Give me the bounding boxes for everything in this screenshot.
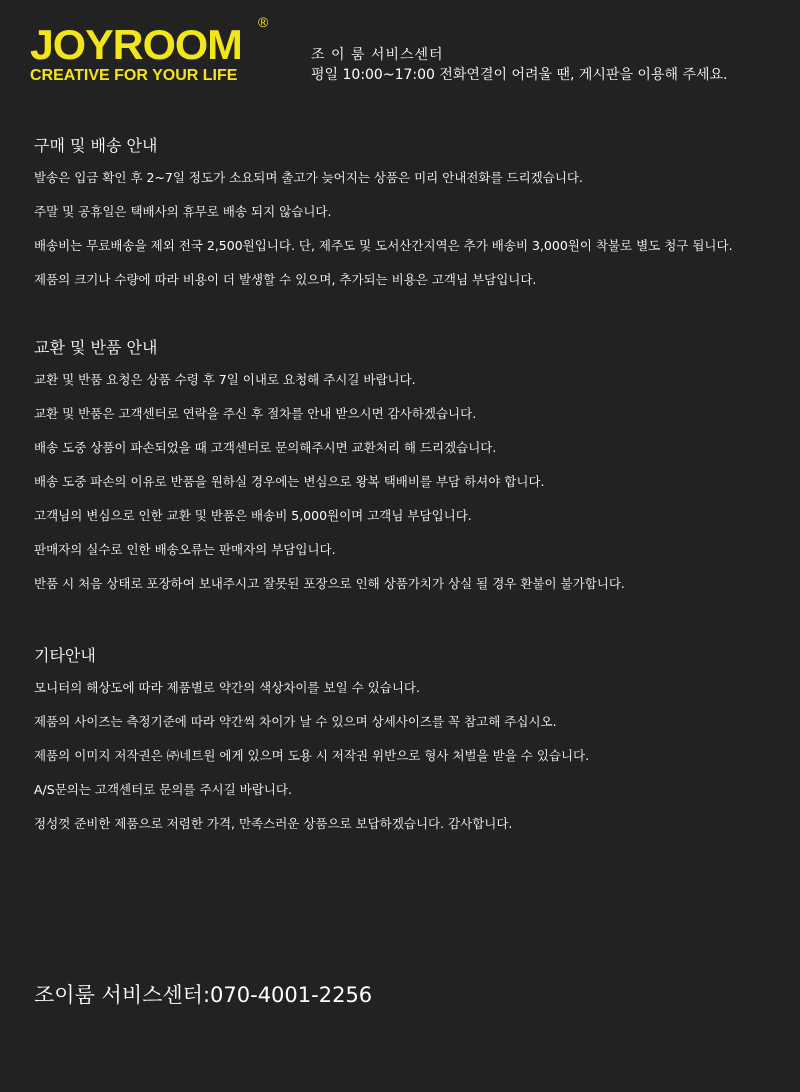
info-line: 교환 및 반품은 고객센터로 연락을 주신 후 절차를 안내 받으시면 감사하겠습니다. bbox=[34, 406, 477, 421]
info-line: 제품의 크기나 수량에 따라 비용이 더 발생할 수 있으며, 추가되는 비용은 고객님 부담입니다. bbox=[34, 272, 537, 287]
service-hours: 평일 10:00~17:00 전화연결이 어려울 땐, 게시판을 이용해 주세요. bbox=[311, 67, 728, 83]
section-title: 교환 및 반품 안내 bbox=[34, 338, 158, 357]
service-title: 조 이 룸 서비스센터 bbox=[311, 47, 444, 63]
info-line: 교환 및 반품 요청은 상품 수령 후 7일 이내로 요청해 주시길 바랍니다. bbox=[34, 372, 416, 387]
info-line: 고객님의 변심으로 인한 교환 및 반품은 배송비 5,000원이며 고객님 부담입니다. bbox=[34, 508, 472, 523]
info-line: 제품의 이미지 저작권은 ㈜네트원 에게 있으며 도용 시 저작권 위반으로 형사 처벌을 받을 수 있습니다. bbox=[34, 748, 590, 763]
section-title: 구매 및 배송 안내 bbox=[34, 136, 158, 155]
info-line: 판매자의 실수로 인한 배송오류는 판매자의 부담입니다. bbox=[34, 542, 336, 557]
info-line: 배송 도중 상품이 파손되었을 때 고객센터로 문의해주시면 교환처리 해 드리겠습니다. bbox=[34, 440, 497, 455]
header bbox=[0, 0, 800, 110]
info-line: 배송 도중 파손의 이유로 반품을 원하실 경우에는 변심으로 왕복 택배비를 부담 하셔야 합니다. bbox=[34, 474, 545, 489]
section-purchase-shipping bbox=[34, 136, 790, 306]
registered-mark: ® bbox=[258, 14, 269, 30]
brand-tagline: CREATIVE FOR YOUR LIFE bbox=[30, 67, 238, 84]
brand-name: JOYROOM bbox=[30, 21, 242, 68]
info-line: A/S문의는 고객센터로 문의를 주시길 바랍니다. bbox=[34, 782, 292, 797]
info-line: 주말 및 공휴일은 택배사의 휴무로 배송 되지 않습니다. bbox=[34, 204, 332, 219]
info-line: 정성껏 준비한 제품으로 저렴한 가격, 만족스러운 상품으로 보답하겠습니다. 감사합니다. bbox=[34, 816, 513, 831]
info-line: 제품의 사이즈는 측정기준에 따라 약간씩 차이가 날 수 있으며 상세사이즈를 꼭 참고해 주십시오. bbox=[34, 714, 557, 729]
section-exchange-return bbox=[34, 338, 790, 610]
info-line: 모니터의 해상도에 따라 제품별로 약간의 색상차이를 보일 수 있습니다. bbox=[34, 680, 420, 695]
info-line: 반품 시 처음 상태로 포장하여 보내주시고 잘못된 포장으로 인해 상품가치가 상실 될 경우 환불이 불가합니다. bbox=[34, 576, 625, 591]
section-other-info bbox=[34, 646, 790, 850]
info-line: 배송비는 무료배송을 제외 전국 2,500원입니다. 단, 제주도 및 도서산간지역은 추가 배송비 3,000원이 착불로 별도 청구 됩니다. bbox=[34, 238, 733, 253]
section-title: 기타안내 bbox=[34, 646, 96, 665]
service-info bbox=[311, 45, 727, 85]
service-center-phone: 조이룸 서비스센터:070-4001-2256 bbox=[34, 983, 373, 1007]
brand-logo bbox=[30, 14, 280, 85]
info-line: 발송은 입금 확인 후 2~7일 정도가 소요되며 출고가 늦어지는 상품은 미리 안내전화를 드리겠습니다. bbox=[34, 170, 583, 185]
